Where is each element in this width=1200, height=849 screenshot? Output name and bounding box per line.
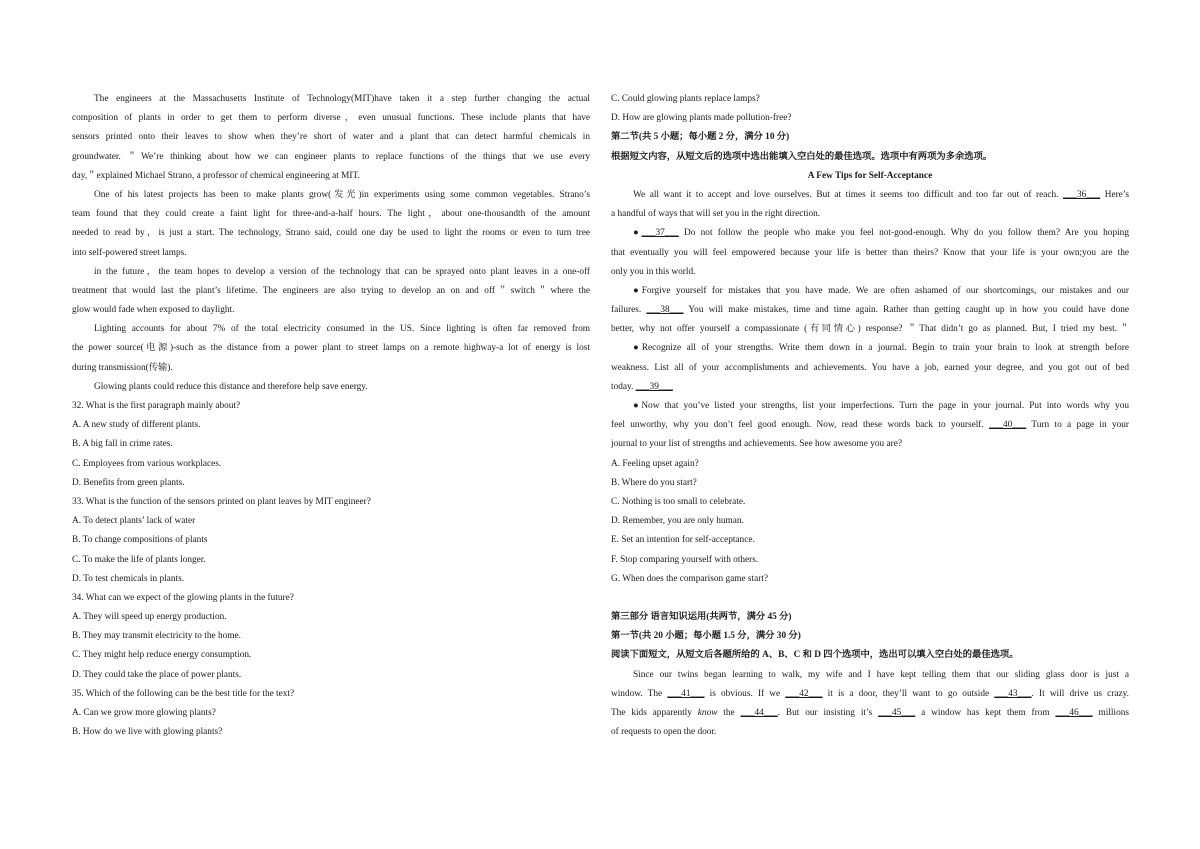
blank-42: ___42___ (785, 688, 823, 699)
text-run: it is a door, they’ll want to go outside (822, 688, 995, 699)
blank-41: ___41___ (667, 688, 705, 699)
passage-line (611, 301, 1129, 320)
blank-38: ___38___ (646, 305, 684, 316)
question-35: 35. Which of the following can be the best title for the text? (72, 688, 295, 699)
option-32-d: D. Benefits from green plants. (72, 477, 185, 488)
passage-line: a handful of ways that will set you in the right direction. (611, 209, 821, 220)
text-run: millions (1092, 708, 1129, 718)
option-d: D. Remember, you are only human. (611, 516, 744, 527)
question-list (72, 397, 590, 742)
passage-line: weakness. List all of your accomplishments and achievements. You have a job, earned your degree, and you got out of bed (611, 362, 1129, 373)
passage-line: journal to your list of strengths and achievements. See how awesome you are? (611, 439, 902, 450)
option-32-c: C. Employees from various workplaces. (72, 458, 222, 469)
passage-line (611, 224, 1129, 243)
text-run: window. The (611, 688, 668, 699)
section-instruction: 阅读下面短文，从短文后各题所给的 A、B、C 和 D 四个选项中，选出可以填入空白处的最佳选项。 (611, 650, 1019, 661)
text-run: You will make mistakes, time and time again. Rather than getting caught up in how you could have done (683, 305, 1129, 316)
passage-line (611, 704, 1129, 723)
option-33-c: C. To make the life of plants longer. (72, 554, 206, 565)
left-column (72, 90, 590, 742)
passage-line: Since our twins began learning to walk, my wife and I have kept telling them that our sliding glass door is just a (633, 669, 1129, 680)
text-run: failures. (611, 305, 647, 316)
passage-line: composition of plants in order to get them to perform diverse，even unusual functions. These include plants that have (72, 113, 590, 124)
text-run: We all want it to accept and love ourselves. But at times it seems too difficult and too far out of reach. (633, 189, 1063, 200)
option-35-d: D. How are glowing plants made pollution-free? (611, 113, 792, 124)
passage-line: The engineers at the Massachusetts Institute of Technology(MIT)have taken it a step further changing the actual (94, 94, 590, 104)
option-32-b: B. A big fall in crime rates. (72, 439, 173, 450)
option-f: F. Stop comparing yourself with others. (611, 554, 759, 565)
blank-44: ___44___ (740, 708, 778, 718)
passage-line (611, 685, 1129, 704)
option-g: G. When does the comparison game start? (611, 573, 769, 584)
passage-title: A Few Tips for Self-Acceptance (807, 170, 933, 181)
part-heading: 第三部分 语言知识运用(共两节，满分 45 分) (611, 612, 792, 623)
passage-line: the power source(电源)-such as the distance from a power plant to street lamps on a remote highway-a lot of energy is lost (72, 343, 590, 354)
option-35-a: A. Can we grow more glowing plants? (72, 708, 216, 718)
passage-line (611, 378, 1129, 397)
blank-39: ___39___ (635, 381, 673, 392)
option-33-b: B. To change compositions of plants (72, 535, 208, 546)
passage-line: ●Recognize all of your strengths. Write them down in a journal. Begin to train your brain to look at strength before (633, 343, 1129, 354)
passage-line (611, 416, 1129, 435)
text-run: today. (611, 381, 636, 392)
option-list (611, 455, 1129, 589)
text-run: a window has kept them from (915, 708, 1056, 718)
blank-43: ___43___ (994, 688, 1032, 699)
option-e: E. Set an intention for self-acceptance. (611, 535, 755, 546)
passage-line (611, 186, 1129, 205)
passage-line: ●Forgive yourself for mistakes that you have made. We are often ashamed of our shortcomings, our mistakes and our (633, 285, 1129, 296)
text-run: is obvious. If we (704, 688, 786, 699)
text-run: Turn to a page in your (1026, 420, 1129, 431)
section-heading: 第二节(共 5 小题；每小题 2 分，满分 10 分) (611, 132, 790, 143)
right-column (611, 90, 1129, 742)
passage-line: of requests to open the door. (611, 727, 717, 738)
option-b: B. Where do you start? (611, 477, 697, 488)
blank-37: ___37___ (641, 228, 679, 239)
passage-line: in the future，the team hopes to develop a version of the technology that can be sprayed onto plant leaves in a one-off (94, 266, 590, 277)
text-run: The kids apparently (611, 708, 698, 718)
passage-line: only you in this world. (611, 266, 696, 277)
option-33-d: D. To test chemicals in plants. (72, 573, 185, 584)
passage-line: team found that they could create a faint light for three-and-a-half hours. The light，about one-thousandth of the amount (72, 209, 590, 220)
option-a: A. Feeling upset again? (611, 458, 699, 469)
italic-word: know (697, 708, 718, 718)
text-run: the (717, 708, 741, 718)
passage-line: Glowing plants could reduce this distance and therefore help save energy. (94, 381, 368, 392)
passage-line: needed to read by，is just a start. The technology, Strano said, could one day be used to light the rooms or even to turn tree (72, 228, 590, 239)
blank-46: ___46___ (1055, 708, 1093, 718)
passage-line: Lighting accounts for about 7% of the total electricity consumed in the US. Since lighting is often far removed from (94, 324, 590, 335)
bullet: ● (633, 228, 642, 239)
option-34-c: C. They might help reduce energy consumption. (72, 650, 252, 661)
text-run: Do not follow the people who make you feel not-good-enough. Why do you follow them? Are you hoping (678, 228, 1129, 239)
cloze-passage (611, 666, 1129, 743)
text-run: . It will drive us crazy. (1031, 688, 1129, 699)
text-run: . But our insisting it’s (777, 708, 879, 718)
option-34-d: D. They could take the place of power plants. (72, 669, 242, 680)
question-34: 34. What can we expect of the glowing plants in the future? (72, 592, 294, 603)
option-35-c: C. Could glowing plants replace lamps? (611, 94, 760, 104)
passage-line: into self-powered street lamps. (72, 247, 187, 258)
blank-36: ___36___ (1063, 189, 1101, 200)
question-33: 33. What is the function of the sensors printed on plant leaves by MIT engineer? (72, 496, 371, 507)
option-32-a: A. A new study of different plants. (72, 420, 201, 431)
reading-passage (72, 90, 590, 397)
blank-40: ___40___ (989, 420, 1027, 431)
section-instruction: 根据短文内容，从短文后的选项中选出能填入空白处的最佳选项。选项中有两项为多余选项。 (611, 151, 993, 162)
passage-line: One of his latest projects has been to make plants grow(发光)in experiments using some common vegetables. Strano’s (94, 189, 590, 200)
passage-line: treatment that would last the plant’s lifetime. The engineers are also trying to develop an on and off＂switch＂where the (72, 285, 590, 296)
passage-line: ●Now that you’ve listed your strengths, list your imperfections. Turn the page in your journal. Put into words why you (633, 401, 1129, 411)
passage-line: groundwater. ＂We’re thinking about how we can engineer plants to replace functions of the things that we use every (72, 151, 590, 162)
option-34-a: A. They will speed up energy production. (72, 612, 227, 623)
section-heading: 第一节(共 20 小题；每小题 1.5 分，满分 30 分) (611, 631, 801, 642)
option-c: C. Nothing is too small to celebrate. (611, 496, 746, 507)
passage-line: better, why not offer yourself a compassionate (有同情心) response? ＂That didn’t go as planned. But, I tried my best.＂ (611, 324, 1129, 335)
passage-line: glow would fade when exposed to daylight. (72, 305, 235, 316)
spacer (611, 589, 1129, 608)
passage-line: day,＂explained Michael Strano, a professor of chemical engineering at MIT. (72, 170, 360, 181)
option-35-b: B. How do we live with glowing plants? (72, 727, 223, 738)
blank-45: ___45___ (878, 708, 916, 718)
option-33-a: A. To detect plants’ lack of water (72, 516, 196, 527)
passage-line: sensors printed onto their leaves to show when they’re short of water and a plant that can detect harmful chemicals in (72, 132, 590, 143)
text-run: feel unworthy, why you don’t feel good enough. Now, read these words back to yourself. (611, 420, 990, 431)
passage-line: that eventually you will feel empowered because your life is better than theirs? Know that your life is your own;you are the (611, 247, 1129, 258)
text-run: Here’s (1100, 189, 1129, 200)
question-32: 32. What is the first paragraph mainly about? (72, 401, 241, 411)
passage-line: during transmission(传输). (72, 362, 173, 373)
option-34-b: B. They may transmit electricity to the home. (72, 631, 241, 642)
